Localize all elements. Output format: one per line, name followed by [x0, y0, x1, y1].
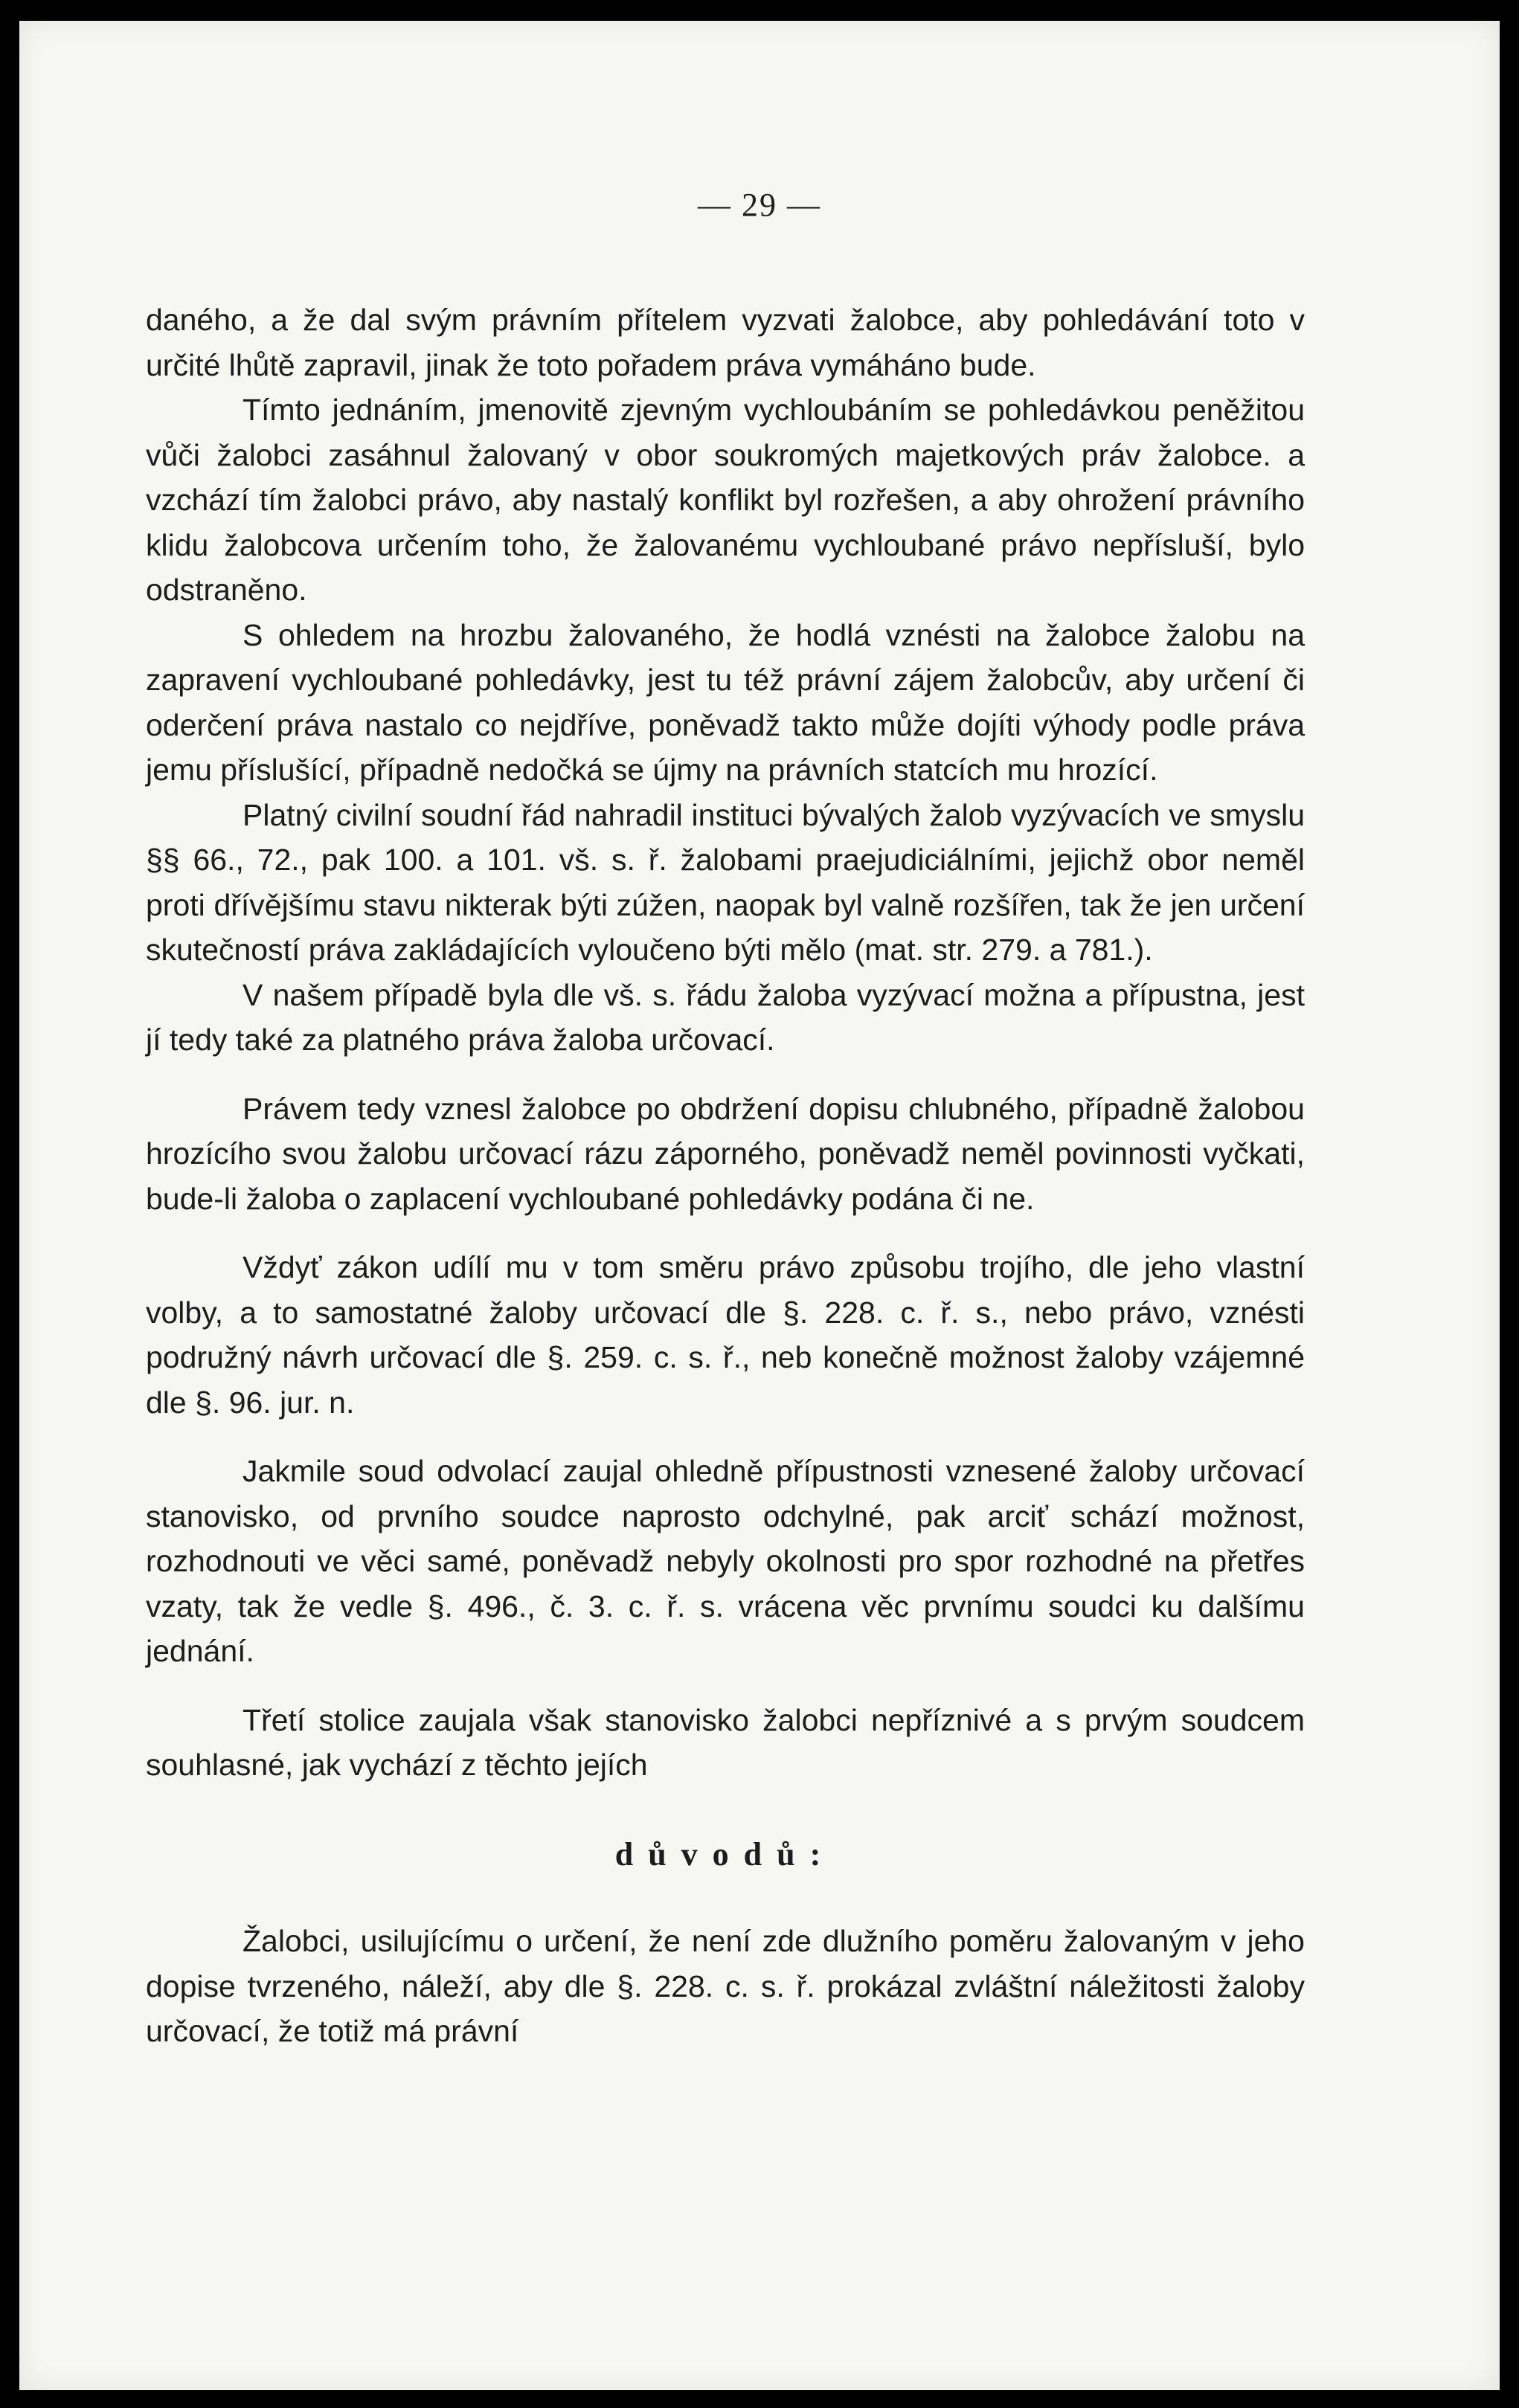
paragraph-final: Žalobci, usilujícímu o určení, že není zde dlužního poměru žalovaným v jeho dopise tvrzeného, náleží, aby dle §. 228. c. s. ř. prokázal zvláštní náležitosti žaloby určovací, že totiž má právní: [146, 1924, 1305, 2048]
section-heading: důvodů:: [614, 1835, 836, 1873]
paragraph-4: Platný civilní soudní řád nahradil instituci bývalých žalob vyzývacích ve smyslu §§ 66., 72., pak 100. a 101. vš. s. ř. žalobami praejudiciálními, jejichž obor neměl proti dřívějšímu stavu nikterak býti zúžen, naopak byl valně rozšířen, tak že jen určení skutečností práva zakládajících vyloučeno býti mělo (mat. str. 279. a 781.).: [146, 797, 1305, 967]
paragraph-7: Vždyť zákon udílí mu v tom směru právo způsobu trojího, dle jeho vlastní volby, a to samostatné žaloby určovací dle §. 228. c. ř. s., nebo právo, vznésti podružný návrh určovací dle §. 259. c. s. ř., neb konečně možnost žaloby vzájemné dle §. 96. jur. n.: [146, 1250, 1305, 1420]
paragraph-5: V našem případě byla dle vš. s. řádu žaloba vyzývací možna a přípustna, jest jí tedy také za platného práva žaloba určovací.: [146, 977, 1305, 1057]
paragraph-9: Třetí stolice zaujala však stanovisko žalobci nepříznivé a s prvým soudcem souhlasné, jak vychází z těchto jejích: [146, 1702, 1305, 1782]
paragraph-6: Právem tedy vznesl žalobce po obdržení dopisu chlubného, případně žalobou hrozícího svou žalobu určovací rázu záporného, poněvadž neměl povinnosti vyčkati, bude-li žaloba o zaplacení vychloubané pohledávky podána či ne.: [146, 1091, 1305, 1216]
paragraph-8: Jakmile soud odvolací zaujal ohledně přípustnosti vznesené žaloby určovací stanovisko, od prvního soudce naprosto odchylné, pak arciť schází možnost, rozhodnouti ve věci samé, poněvadž nebyly okolnosti pro spor rozhodné na přetřes vzaty, tak že vedle §. 496., č. 3. c. ř. s. vrácena věc prvnímu soudci ku dalšímu jednání.: [146, 1454, 1305, 1668]
scan-border: [0, 0, 19, 2408]
page-number: — 29 —: [698, 187, 821, 223]
document-page: [19, 21, 1500, 2390]
paragraph-1: daného, a že dal svým právním přítelem vyzvati žalobce, aby pohledávání toto v určité lhůtě zapravil, jinak že toto pořadem práva vymáháno bude.: [146, 303, 1305, 382]
body-text: [146, 297, 1305, 2054]
paragraph-3: S ohledem na hrozbu žalovaného, že hodlá vznésti na žalobce žalobu na zapravení vychloubané pohledávky, jest tu též právní zájem žalobcův, aby určení či oderčení práva nastalo co nejdříve, poněvadž takto může dojíti výhody podle práva jemu příslušící, případně nedočká se újmy na právních statcích mu hrozící.: [146, 617, 1305, 787]
paragraph-2: Tímto jednáním, jmenovitě zjevným vychloubáním se pohledávkou peněžitou vůči žalobci zasáhnul žalovaný v obor soukromých majetkových práv žalobce. a vzchází tím žalobci právo, aby nastalý konflikt byl rozřešen, a aby ohrožení právního klidu žalobcova určením toho, že žalovanému vychloubané právo nepřísluší, bylo odstraněno.: [146, 393, 1305, 607]
